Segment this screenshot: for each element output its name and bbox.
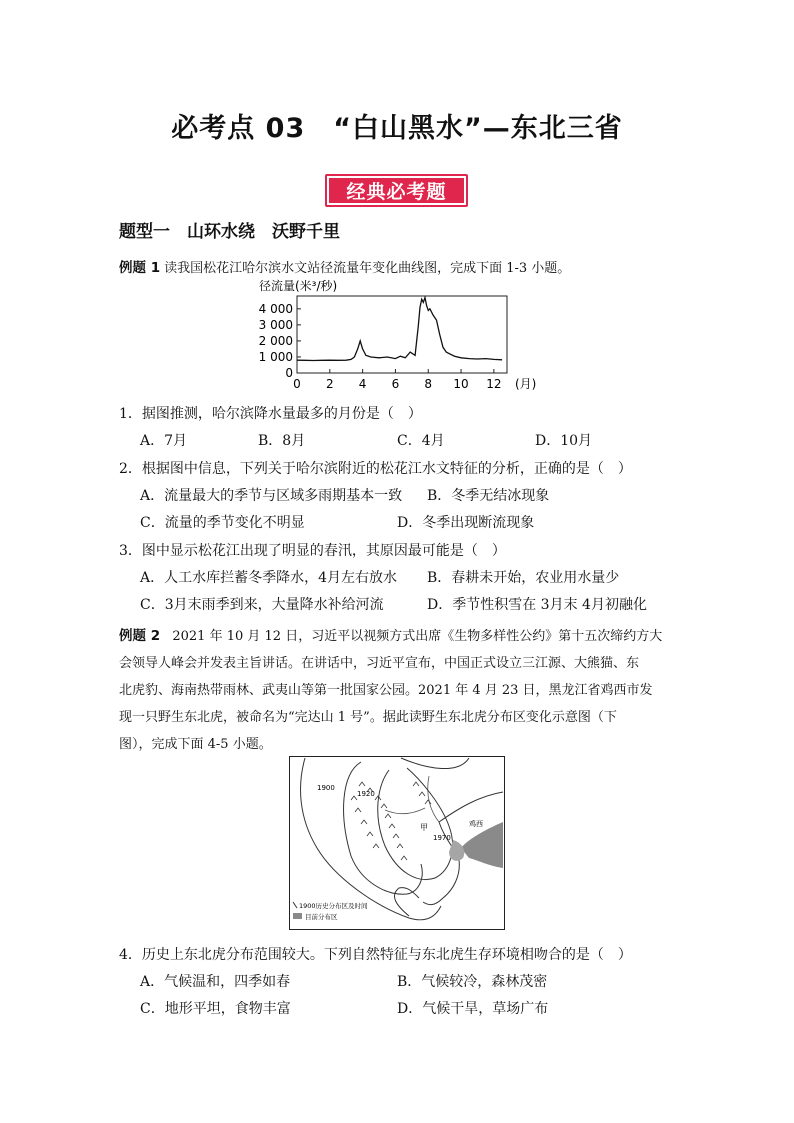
q2-option-c[interactable]: C．流量的季节变化不明显 [140,515,305,531]
example-2-line-5: 图），完成下面 4-5 小题。 [119,737,272,752]
section-badge [325,174,468,207]
x-tick-label: 8 [424,377,433,391]
x-tick-label: 4 [358,377,367,391]
plot-frame [297,296,507,373]
example-1-text: 读我国松花江哈尔滨水文站径流量年变化曲线图，完成下面 1-3 小题。 [164,261,571,276]
q4-option-c[interactable]: C．地形平坦，食物丰富 [140,1001,291,1017]
y-tick-label: 0 [285,366,293,380]
q4-option-d[interactable]: D．气候干旱，草场广布 [397,1001,549,1017]
q4-option-a[interactable]: A．气候温和，四季如春 [140,974,291,990]
legend-current-symbol [293,913,302,919]
label-1900: 1900 [317,784,335,792]
x-tick-label: 0 [293,377,301,391]
q3-option-b[interactable]: B．春耕未开始，农业用水量少 [427,570,620,586]
example-2-line-3: 北虎豹、海南热带雨林、武夷山等第一批国家公园。2021 年 4 月 23 日，黑龙江省鸡西市发 [119,683,653,698]
label-jixi: 鸡西 [469,820,483,828]
q2-option-d[interactable]: D．冬季出现断流现象 [397,515,535,531]
example-1-label: 例题 1 [119,260,161,276]
y-tick-label: 3 000 [258,317,293,332]
runoff-line [297,298,502,361]
example-2-label: 例题 2 [119,628,161,644]
q1-option-b[interactable]: B．8月 [258,433,306,449]
page-title: 必考点 03 “白山黑水”—东北三省 [171,113,623,144]
label-jia: 甲 [420,823,428,832]
q2-option-b[interactable]: B．冬季无结冰现象 [427,488,550,504]
tiger-distribution-map [289,756,505,930]
q1-option-d[interactable]: D．10月 [535,433,593,449]
q3-option-a[interactable]: A．人工水库拦蓄冬季降水，4月左右放水 [140,570,398,586]
q4-option-b[interactable]: B．气候较冷，森林茂密 [397,974,548,990]
example-2-line-1: 例题 2 2021 年 10 月 12 日，习近平以视频方式出席《生物多样性公约》第十五次缔约方大 [119,628,663,644]
x-axis-label: (月) [515,377,537,391]
y-tick-label: 4 000 [258,301,293,316]
label-1920: 1920 [357,790,375,798]
runoff-line-chart [250,276,550,396]
x-tick-label: 6 [391,377,400,391]
q3-stem: 3．图中显示松花江出现了明显的春汛，其原因最可能是（ ） [119,543,506,559]
q3-option-c[interactable]: C．3月末雨季到来，大量降水补给河流 [140,597,384,613]
legend-history: 1900历史分布区及时间 [299,902,368,910]
badge-label: 经典必考题 [329,178,464,203]
x-tick-label: 2 [325,377,334,391]
q2-option-a[interactable]: A．流量最大的季节与区域多雨期基本一致 [140,488,403,504]
q1-stem: 1．据图推测，哈尔滨降水量最多的月份是（ ） [119,406,422,422]
q1-option-a[interactable]: A．7月 [140,433,188,449]
legend-current: 目前分布区 [305,913,338,921]
example-1-intro [119,256,570,276]
q2-stem: 2．根据图中信息，下列关于哈尔滨附近的松花江水文特征的分析，正确的是（ ） [119,461,632,477]
x-tick-label: 10 [453,377,469,391]
q4-stem: 4．历史上东北虎分布范围较大。下列自然特征与东北虎生存环境相吻合的是（ ） [119,947,632,963]
q3-option-d[interactable]: D．季节性积雪在 3月末 4月初融化 [427,597,647,613]
example-2-line-4: 现一只野生东北虎，被命名为“完达山 1 号”。据此读野生东北虎分布区变化示意图（下 [119,710,617,725]
label-1970: 1970 [433,834,451,842]
q1-option-c[interactable]: C．4月 [397,433,445,449]
x-tick-label: 12 [486,377,502,391]
section-heading: 题型一 山环水绕 沃野千里 [119,222,340,242]
y-tick-label: 1 000 [258,349,293,364]
example-2-line-2: 会领导人峰会并发表主旨讲话。在讲话中，习近平宣布，中国正式设立三江源、大熊猫、东 [119,656,640,671]
y-axis-label: 径流量(米³/秒) [259,279,338,293]
y-tick-label: 2 000 [258,333,293,348]
